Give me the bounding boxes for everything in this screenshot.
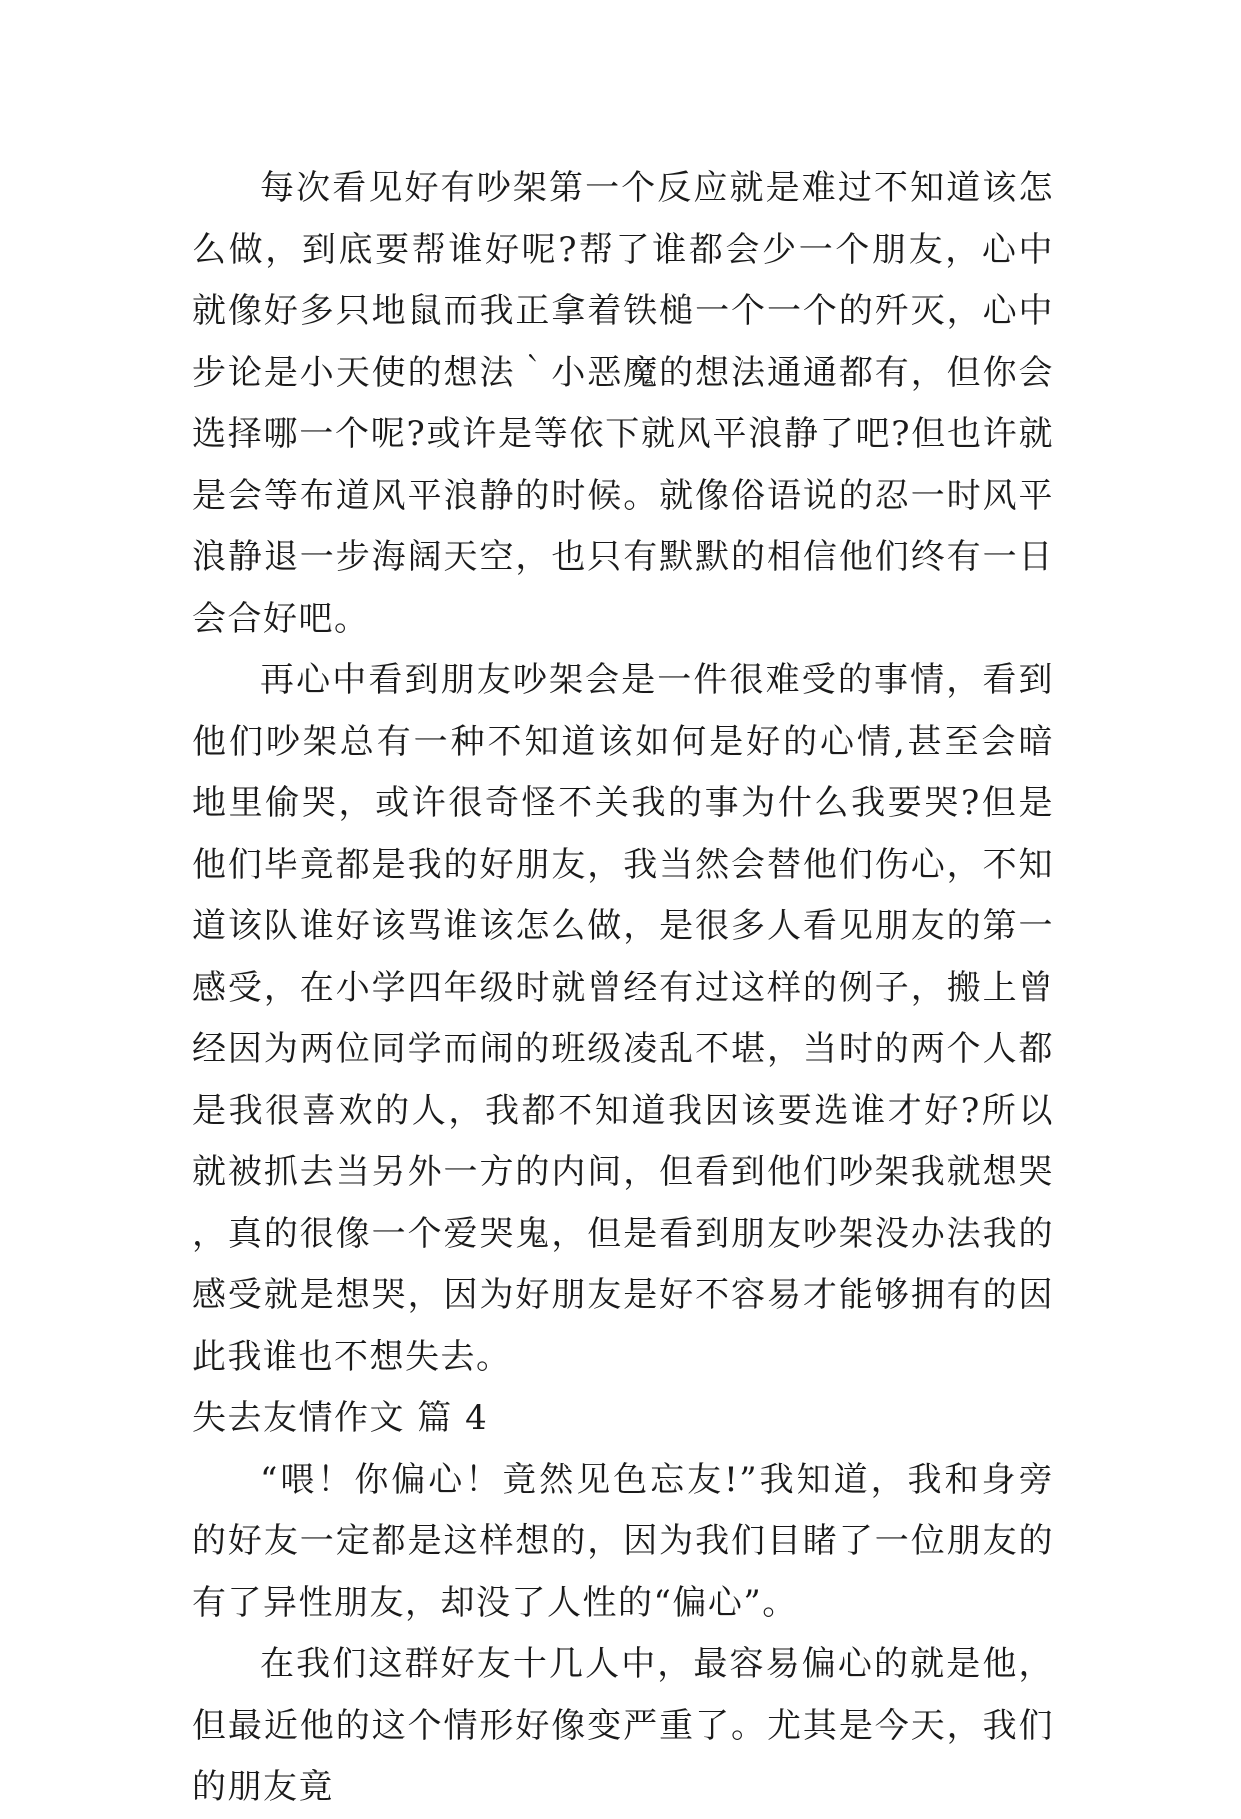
paragraph-3: “喂！你偏心！竟然见色忘友!”我知道，我和身旁的好友一定都是这样想的，因为我们目睹了一位朋友的有了异性朋友，却没了人性的“偏心”。 — [192, 1459, 1054, 1623]
paragraph-2: 再心中看到朋友吵架会是一件很难受的事情，看到他们吵架总有一种不知道该如何是好的心情,甚至会暗地里偷哭，或许很奇怪不关我的事为什么我要哭?但是他们毕竟都是我的好朋友，我当然会替他们伤心，不知道该队谁好该骂谁该怎么做，是很多人看见朋友的第一感受，在小学四年级时就曾经有过这样的例子，搬上曾经因为两位同学而闹的班级凌乱不堪，当时的两个人都是我很喜欢的人，我都不知道我因该要选谁才好?所以就被抓去当另外一方的内间，但看到他们吵架我就想哭，真的很像一个爱哭鬼，但是看到朋友吵架没办法我的感受就是想哭，因为好朋友是好不容易才能够拥有的因此我谁也不想失去。 — [192, 660, 1054, 1377]
document-body — [192, 158, 1054, 1819]
paragraph-1: 每次看见好有吵架第一个反应就是难过不知道该怎么做，到底要帮谁好呢?帮了谁都会少一个朋友，心中就像好多只地鼠而我正拿着铁槌一个一个的歼灭，心中步论是小天使的想法｀小恶魔的想法通通都有，但你会选择哪一个呢?或许是等依下就风平浪静了吧?但也许就是会等布道风平浪静的时候。就像俗语说的忍一时风平浪静退一步海阔天空，也只有默默的相信他们终有一日会合好吧。 — [192, 168, 1054, 639]
section-heading: 失去友情作文 篇 4 — [192, 1398, 489, 1438]
paragraph-4: 在我们这群好友十几人中，最容易偏心的就是他，但最近他的这个情形好像变严重了。尤其是今天，我们的朋友竟 — [192, 1644, 1054, 1807]
